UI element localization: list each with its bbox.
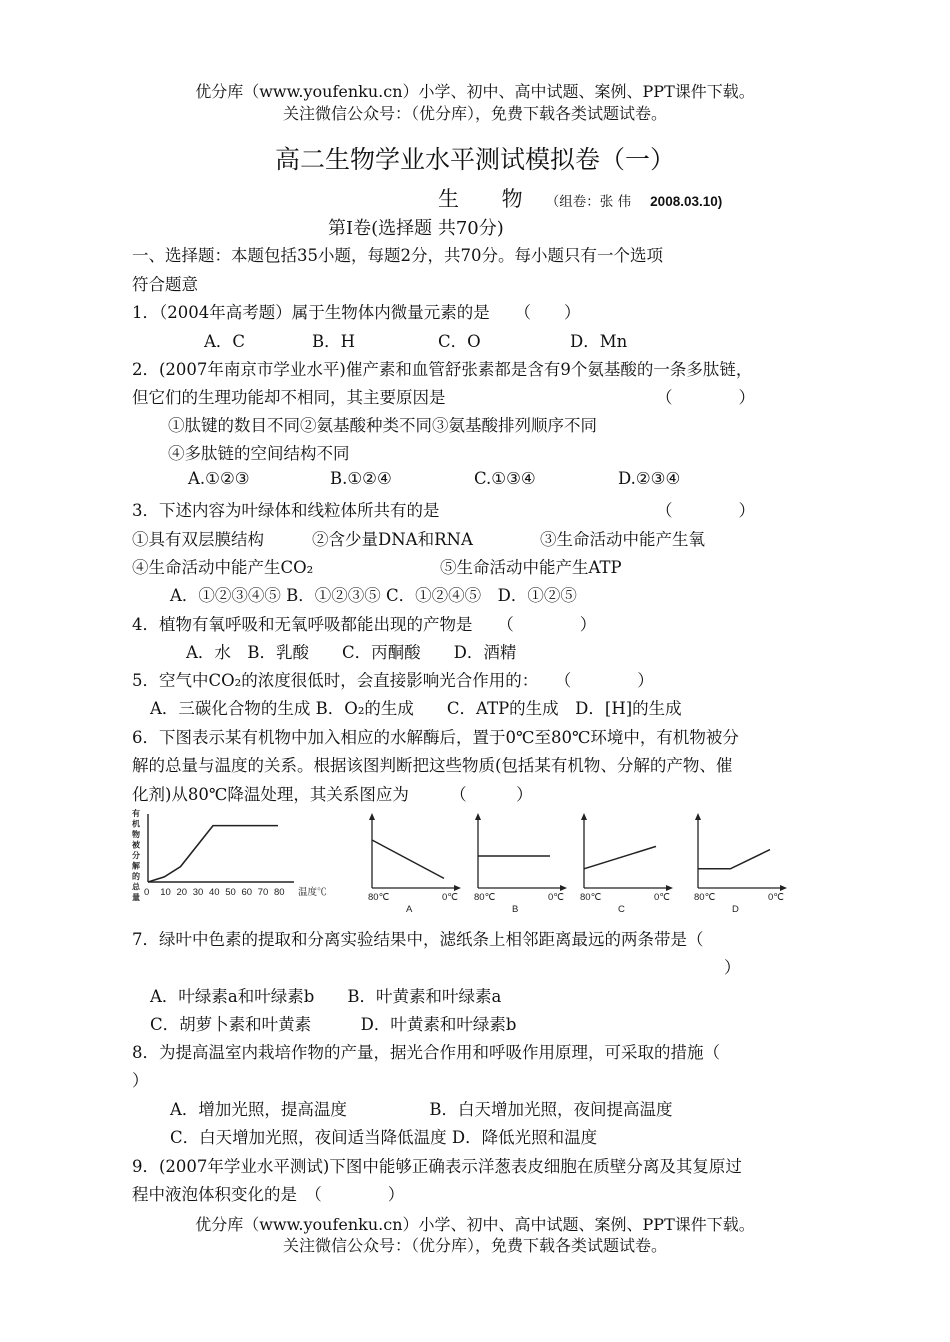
q6-figure <box>128 806 828 916</box>
q2-option-d: D.②③④ <box>618 469 681 488</box>
q2-option-b: B.①②④ <box>330 469 392 488</box>
author: （组卷：张 伟 <box>545 194 632 210</box>
main-chart-ylabel-char: 机 <box>132 819 140 829</box>
main-chart-ylabel-char: 物 <box>132 830 140 839</box>
q3-statement-1: ①具有双层膜结构 <box>132 530 264 549</box>
option-chart-a <box>368 813 461 915</box>
option-chart-tick-label: 80℃ <box>368 892 390 903</box>
q1-stem: 1．（2004年高考题）属于生物体内微量元素的是 （ ） <box>132 303 581 322</box>
option-chart-tick-label: 0℃ <box>768 892 784 903</box>
q2-stem-2: 但它们的生理功能却不相同，其主要原因是 <box>132 388 446 407</box>
q3-options: A．①②③④⑤ B．①②③⑤ C．①②④⑤ D．①②⑤ <box>170 586 577 605</box>
main-chart-tick-label: 50 <box>225 887 236 898</box>
q9-line-2: 程中液泡体积变化的是 （ ） <box>132 1185 405 1204</box>
q3-answer-paren: （ ） <box>656 501 755 520</box>
q1-option-c: C．O <box>438 332 481 351</box>
main-chart-tick-label: 60 <box>241 887 253 898</box>
option-chart-label: A <box>406 904 413 915</box>
main-chart-ylabel-char: 总 <box>132 882 140 892</box>
header-line-1: 优分库（www.youfenku.cn）小学、初中、高中试题、案例、PPT课件下载。 <box>195 82 755 101</box>
q7-close-paren: ） <box>724 958 741 977</box>
q9-line-1: 9．(2007年学业水平测试)下图中能够正确表示洋葱表皮细胞在质壁分离及其复原过 <box>132 1157 742 1176</box>
option-chart-line <box>584 846 656 868</box>
q8-stem: 8．为提高温室内栽培作物的产量，据光合作用和呼吸作用原理，可采取的措施（ <box>132 1043 720 1062</box>
option-chart-arrow-icon <box>454 885 461 891</box>
q3-statement-3: ③生命活动中能产生氧 <box>540 530 705 549</box>
main-chart-tick-label: 80 <box>274 887 285 898</box>
q8-options-1: A．增加光照，提高温度 B．白天增加光照，夜间提高温度 <box>170 1100 673 1119</box>
volume-heading: 第Ⅰ卷(选择题 共70分) <box>328 218 504 239</box>
main-chart-curve <box>148 826 278 882</box>
main-chart-ylabel-char: 被 <box>132 840 140 850</box>
option-chart-tick-label: 80℃ <box>694 892 716 903</box>
q7-options-1: A．叶绿素a和叶绿素b B．叶黄素和叶绿素a <box>150 987 502 1006</box>
option-chart-arrow-icon <box>581 813 587 820</box>
option-chart-label: C <box>618 904 625 915</box>
main-chart-ylabel-char: 的 <box>132 872 140 881</box>
main-chart-ylabel-char: 有 <box>132 809 140 818</box>
instructions-line-1: 一、选择题：本题包括35小题，每题2分，共70分。每小题只有一个选项 <box>132 246 663 265</box>
q2-option-a: A.①②③ <box>188 469 250 488</box>
q6-line-3: 化剂)从80℃降温处理，其关系图应为 （ ） <box>132 785 533 804</box>
main-chart-tick-label: 20 <box>176 887 188 898</box>
q4-options: A．水 B．乳酸 C．丙酮酸 D．酒精 <box>186 643 517 662</box>
main-chart-tick-label: 70 <box>257 887 269 898</box>
instructions-line-2: 符合题意 <box>132 275 198 294</box>
q1-option-a: A．C <box>204 332 246 351</box>
option-chart-tick-label: 80℃ <box>474 892 496 903</box>
q3-stem: 3．下述内容为叶绿体和线粒体所共有的是 <box>132 501 440 520</box>
page-title: 高二生物学业水平测试模拟卷（一） <box>274 145 675 174</box>
option-chart-tick-label: 0℃ <box>442 892 458 903</box>
q7-options-2: C．胡萝卜素和叶黄素 D．叶黄素和叶绿素b <box>150 1015 517 1034</box>
option-chart-c <box>580 813 673 915</box>
option-chart-d <box>694 813 787 915</box>
q2-stem: 2．(2007年南京市学业水平)催产素和血管舒张素都是含有9个氨基酸的一条多肽链， <box>132 360 753 379</box>
option-chart-tick-label: 0℃ <box>548 892 564 903</box>
option-chart-arrow-icon <box>695 813 701 820</box>
date: 2008.03.10) <box>650 194 723 209</box>
main-chart-ylabel-char: 解 <box>132 861 140 871</box>
main-chart-tick-label: 0 <box>144 887 150 898</box>
q8-close-paren: ） <box>132 1071 149 1090</box>
footer-line-1: 优分库（www.youfenku.cn）小学、初中、高中试题、案例、PPT课件下载。 <box>195 1215 755 1234</box>
q3-statement-2: ②含少量DNA和RNA <box>312 530 473 549</box>
q3-statement-5: ⑤生命活动中能产生ATP <box>440 558 622 577</box>
option-chart-line <box>698 850 770 869</box>
subject: 生 物 <box>438 187 541 211</box>
q8-options-2: C．白天增加光照，夜间适当降低温度 D．降低光照和温度 <box>170 1128 598 1147</box>
q3-statement-4: ④生命活动中能产生CO₂ <box>132 558 314 577</box>
q5-stem: 5．空气中CO₂的浓度很低时，会直接影响光合作用的： （ ） <box>132 671 654 690</box>
option-chart-tick-label: 80℃ <box>580 892 602 903</box>
main-chart-tick-label: 30 <box>192 887 204 898</box>
option-chart-arrow-icon <box>780 885 787 891</box>
q6-line-1: 6．下图表示某有机物中加入相应的水解酶后，置于0℃至80℃环境中，有机物被分 <box>132 728 739 747</box>
option-chart-label: D <box>732 904 739 915</box>
main-chart-tick-label: 10 <box>160 887 171 898</box>
main-chart-ylabel-char: 量 <box>132 893 140 902</box>
header-line-2: 关注微信公众号：（优分库），免费下载各类试题试卷。 <box>282 104 667 123</box>
q4-stem: 4．植物有氧呼吸和无氧呼吸都能出现的产物是 （ ） <box>132 615 597 634</box>
option-chart-label: B <box>512 904 519 915</box>
q2-items-1: ①肽键的数目不同②氨基酸种类不同③氨基酸排列顺序不同 <box>168 416 597 435</box>
option-chart-b <box>474 813 567 915</box>
main-chart-ylabel <box>131 808 141 902</box>
q1-option-d: D．Mn <box>570 332 628 351</box>
main-chart-tick-label: 40 <box>209 887 220 898</box>
q2-option-c: C.①③④ <box>474 469 536 488</box>
option-chart-line <box>372 840 444 878</box>
footer-line-2: 关注微信公众号：（优分库），免费下载各类试题试卷。 <box>282 1236 667 1255</box>
main-chart-ylabel-char: 分 <box>132 851 140 860</box>
subject-line <box>438 183 722 213</box>
q6-line-2: 解的总量与温度的关系。根据该图判断把这些物质(包括某有机物、分解的产物、催 <box>132 756 733 775</box>
option-chart-tick-label: 0℃ <box>654 892 670 903</box>
q5-options: A．三碳化合物的生成 B．O₂的生成 C．ATP的生成 D．[H]的生成 <box>150 699 682 718</box>
option-chart-arrow-icon <box>560 885 567 891</box>
q1-option-b: B．H <box>312 332 356 351</box>
q2-items-2: ④多肽链的空间结构不同 <box>168 444 350 463</box>
main-chart <box>131 808 327 902</box>
main-chart-xlabel: 温度℃ <box>298 887 327 898</box>
option-chart-arrow-icon <box>475 813 481 820</box>
q2-answer-paren: （ ） <box>656 388 755 407</box>
option-chart-arrow-icon <box>666 885 673 891</box>
q7-stem: 7．绿叶中色素的提取和分离实验结果中，滤纸条上相邻距离最远的两条带是（ <box>132 930 704 949</box>
option-chart-arrow-icon <box>369 813 375 820</box>
